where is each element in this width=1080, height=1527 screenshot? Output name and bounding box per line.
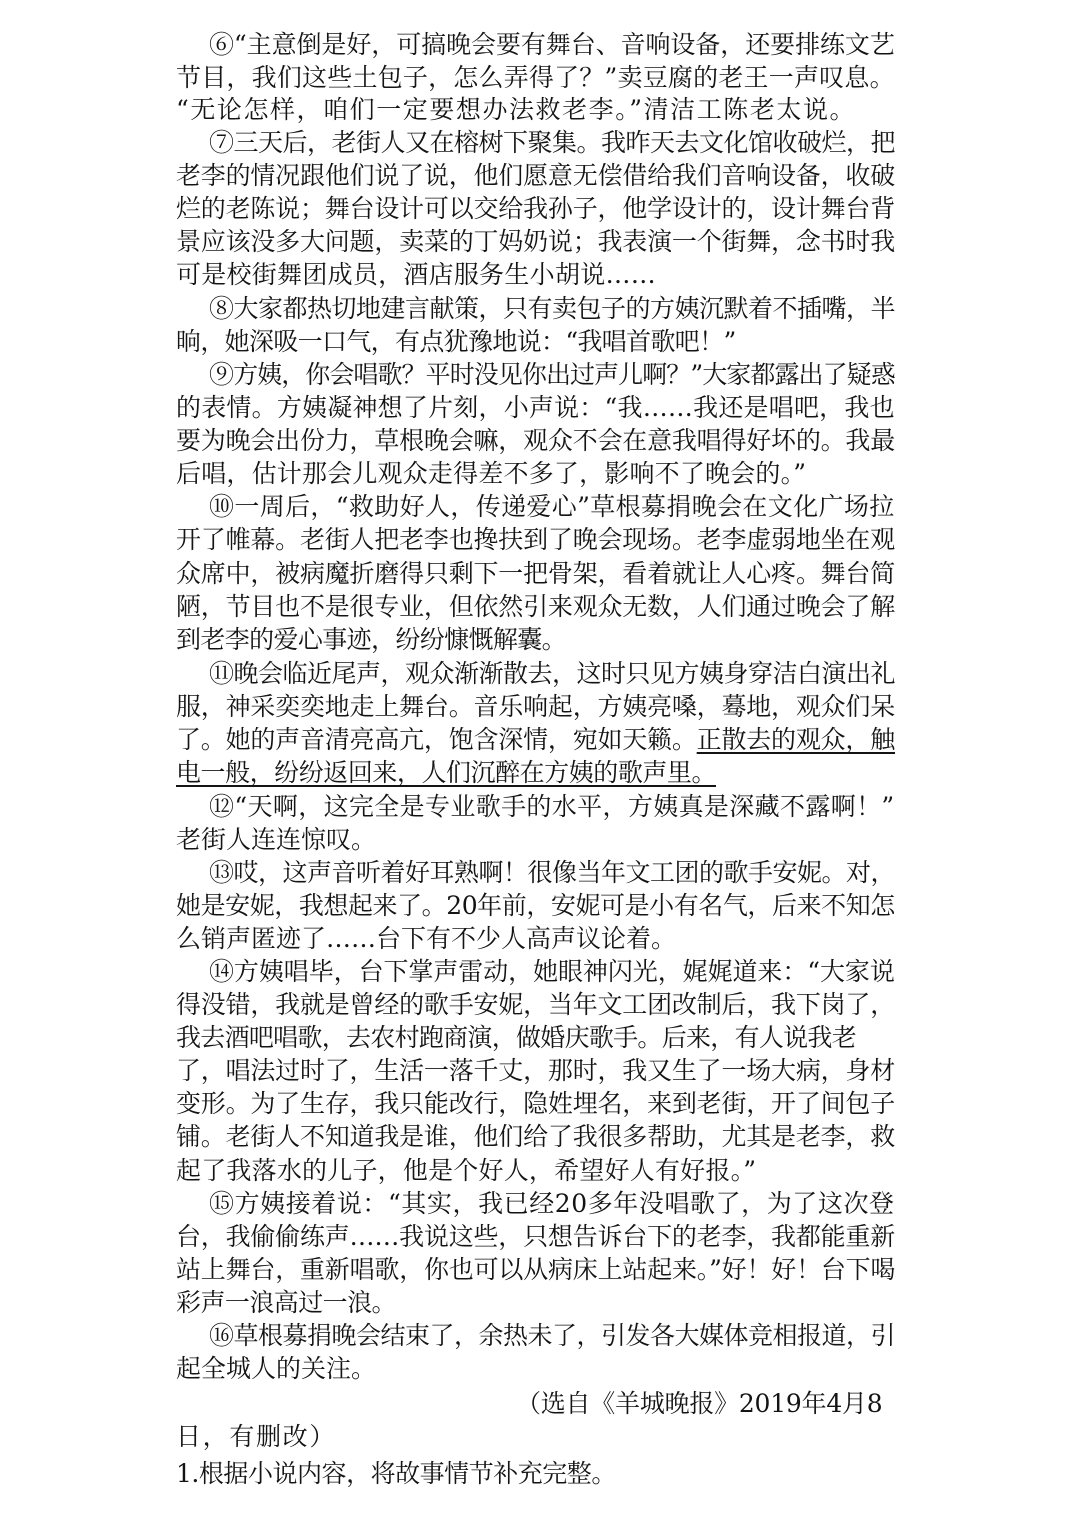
text-line: 节目，我们这些土包子，怎么弄得了？”卖豆腐的老王一声叹息。 — [176, 63, 895, 92]
text-line: ⑩一周后，“救助好人，传递爱心”草根募捐晚会在文化广场拉 — [209, 492, 895, 521]
text-line: 起全城人的关注。 — [176, 1354, 377, 1383]
text-line: 老街人连连惊叹。 — [176, 825, 377, 854]
text-line: 老李的情况跟他们说了说，他们愿意无偿借给我们音响设备，收破 — [176, 161, 896, 190]
text-line: ⑫“天啊，这完全是专业歌手的水平，方姨真是深藏不露啊！” — [209, 792, 895, 821]
question-1: 1.根据小说内容，将故事情节补充完整。 — [176, 1459, 616, 1488]
text-line: 我去酒吧唱歌，去农村跑商演，做婚庆歌手。后来，有人说我老 — [176, 1023, 857, 1052]
text-line: ⑨方姨，你会唱歌？平时没见你出过声儿啊？”大家都露出了疑惑 — [209, 360, 895, 389]
text-line: 可是校街舞团成员，酒店服务生小胡说…… — [176, 260, 657, 289]
text-line: 开了帷幕。老街人把老李也搀扶到了晚会现场。老李虚弱地坐在观 — [176, 525, 896, 554]
text-line: ⑬哎，这声音听着好耳熟啊！很像当年文工团的歌手安妮。对， — [209, 858, 896, 887]
text-line: 铺。老街人不知道我是谁，他们给了我很多帮助，尤其是老李，救 — [176, 1122, 896, 1151]
underlined-text: 正散去的观众，触 — [696, 725, 896, 754]
text-line: 的表情。方姨凝神想了片刻，小声说：“我……我还是唱吧，我也 — [176, 393, 895, 422]
text-line: 到老李的爱心事迹，纷纷慷慨解囊。 — [176, 625, 567, 654]
text-line — [176, 757, 716, 789]
text-line: 台，我偷偷练声……我说这些，只想告诉台下的老李，我都能重新 — [176, 1222, 896, 1251]
text-line: 了，唱法过时了，生活一落千丈，那时，我又生了一场大病，身材 — [176, 1056, 896, 1085]
text-line: ⑮方姨接着说：“其实，我已经20多年没唱歌了，为了这次登 — [209, 1189, 895, 1218]
text-line: 了。她的声音清亮高亢，饱含深情，宛如天籁。正散去的观众，触 — [176, 725, 896, 754]
text-line: ⑧大家都热切地建言献策，只有卖包子的方姨沉默着不插嘴，半 — [209, 294, 896, 323]
text-line: ⑥“主意倒是好，可搞晚会要有舞台、音响设备，还要排练文艺 — [209, 30, 895, 59]
text-line: 烂的老陈说；舞台设计可以交给我孙子，他学设计的，设计舞台背 — [176, 194, 896, 223]
text-line: ⑯草根募捐晚会结束了，余热未了，引发各大媒体竞相报道，引 — [209, 1321, 896, 1350]
text-line: 晌，她深吸一口气，有点犹豫地说：“我唱首歌吧！” — [176, 327, 736, 356]
text-line: 彩声一浪高过一浪。 — [176, 1288, 397, 1317]
text-line: 要为晚会出份力，草根晚会嘛，观众不会在意我唱得好坏的。我最 — [176, 426, 896, 455]
underlined-text: 电一般，纷纷返回来，人们沉醉在方姨的歌声里。 — [176, 758, 717, 787]
text-line: 景应该没多大问题，卖菜的丁妈奶说；我表演一个街舞，念书时我 — [176, 227, 896, 256]
text-line: 众席中，被病魔折磨得只剩下一把骨架，看着就让人心疼。舞台简 — [176, 559, 896, 588]
text-line: 服，神采奕奕地走上舞台。音乐响起，方姨亮嗓，蓦地，观众们呆 — [176, 692, 896, 721]
text-line: 么销声匿迹了……台下有不少人高声议论着。 — [176, 924, 677, 953]
text-line: 陋，节目也不是很专业，但依然引来观众无数，人们通过晚会了解 — [176, 592, 896, 621]
source-citation: （选自《羊城晚报》2019年4月8 — [516, 1389, 883, 1418]
text-line: 后唱，估计那会儿观众走得差不多了，影响不了晚会的。” — [176, 459, 807, 488]
text-line: 站上舞台，重新唱歌，你也可以从病床上站起来。”好！好！台下喝 — [176, 1255, 896, 1284]
text-line: ⑦三天后，老街人又在榕树下聚集。我昨天去文化馆收破烂，把 — [209, 128, 896, 157]
text-line: “无论怎样，咱们一定要想办法救老李。”清洁工陈老太说。 — [176, 95, 857, 124]
text-line: 她是安妮，我想起来了。20年前，安妮可是小有名气，后来不知怎 — [176, 891, 895, 920]
text-line: 得没错，我就是曾经的歌手安妮，当年文工团改制后，我下岗了， — [176, 990, 896, 1019]
text-line: 起了我落水的儿子，他是个好人，希望好人有好报。” — [176, 1156, 757, 1185]
text-line: ⑪晚会临近尾声，观众渐渐散去，这时只见方姨身穿洁白演出礼 — [209, 659, 896, 688]
source-citation-end: 日，有删改） — [176, 1422, 337, 1451]
text-line: 变形。为了生存，我只能改行，隐姓埋名，来到老街，开了间包子 — [176, 1089, 896, 1118]
text-line: ⑭方姨唱毕，台下掌声雷动，她眼神闪光，娓娓道来：“大家说 — [209, 957, 895, 986]
